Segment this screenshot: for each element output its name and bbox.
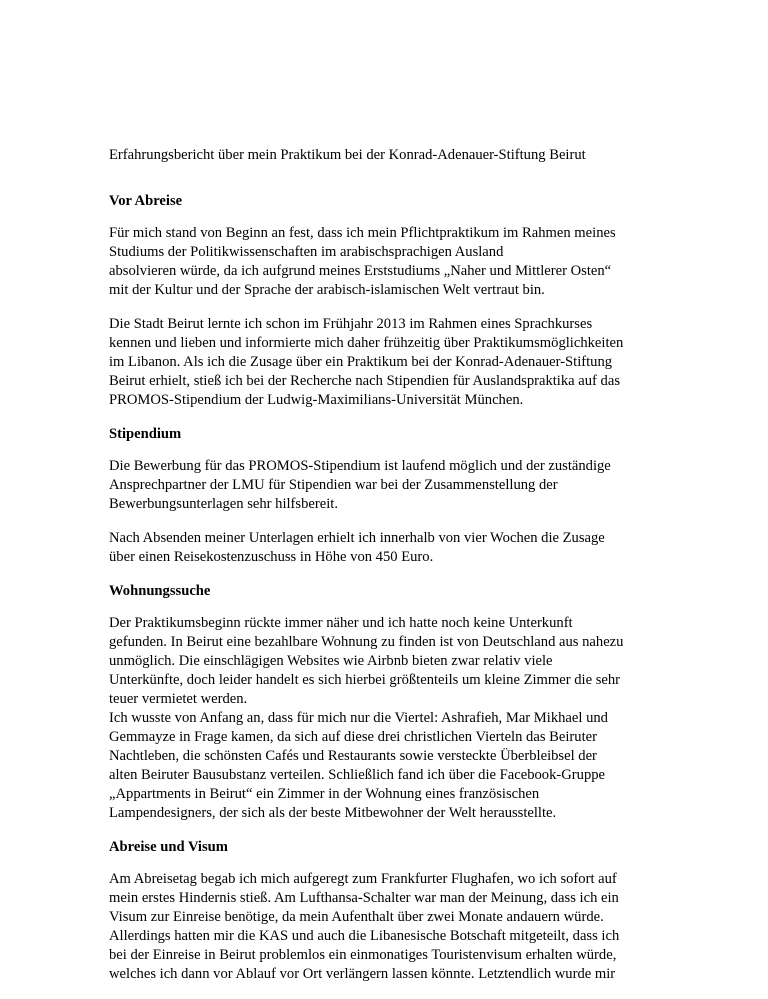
text-line: Ansprechpartner der LMU für Stipendien war bei der Zusammenstellung der <box>109 477 558 493</box>
text-line: kennen und lieben und informierte mich daher frühzeitig über Praktikumsmöglichkeiten <box>109 335 624 351</box>
text-line: Gemmayze in Frage kamen, da sich auf diese drei christlichen Vierteln das Beiruter <box>109 729 597 745</box>
document-page <box>109 146 669 999</box>
text-line: Der Praktikumsbeginn rückte immer näher und ich hatte noch keine Unterkunft <box>109 615 573 631</box>
section-heading: Abreise und Visum <box>109 839 228 855</box>
text-line: unmöglich. Die einschlägigen Websites wie Airbnb bieten zwar relativ viele <box>109 653 553 669</box>
text-line: Die Bewerbung für das PROMOS-Stipendium ist laufend möglich und der zuständige <box>109 458 611 474</box>
text-line: Beirut erhielt, stieß ich bei der Recherche nach Stipendien für Auslandspraktika auf das <box>109 373 621 389</box>
text-line: Die Stadt Beirut lernte ich schon im Frühjahr 2013 im Rahmen eines Sprachkurses <box>109 316 593 332</box>
text-line: mein erstes Hindernis stieß. Am Lufthansa-Schalter war man der Meinung, dass ich ein <box>109 890 619 906</box>
text-line: Allerdings hatten mir die KAS und auch die Libanesische Botschaft mitgeteilt, dass ich <box>109 928 620 944</box>
text-line: PROMOS-Stipendium der Ludwig-Maximilians-Universität München. <box>109 392 524 408</box>
text-line: Visum zur Einreise benötige, da mein Aufenthalt über zwei Monate andauern würde. <box>109 909 604 925</box>
text-line: absolvieren würde, da ich aufgrund meines Erststudiums „Naher und Mittlerer Osten“ <box>109 263 612 279</box>
paragraph <box>109 457 669 514</box>
section-heading: Wohnungssuche <box>109 583 211 599</box>
paragraph <box>109 614 669 823</box>
paragraph <box>109 224 669 300</box>
text-line: Am Abreisetag begab ich mich aufgeregt zum Frankfurter Flughafen, wo ich sofort auf <box>109 871 617 887</box>
text-line: bei der Einreise in Beirut problemlos ein einmonatiges Touristenvisum erhalten würde, <box>109 947 617 963</box>
text-line: mit der Kultur und der Sprache der arabisch-islamischen Welt vertraut bin. <box>109 282 545 298</box>
text-line: Lampendesigners, der sich als der beste Mitbewohner der Welt herausstellte. <box>109 805 557 821</box>
text-line: Nach Absenden meiner Unterlagen erhielt ich innerhalb von vier Wochen die Zusage <box>109 530 605 546</box>
paragraph <box>109 529 669 567</box>
text-line: welches ich dann vor Ablauf vor Ort verlängern lassen könnte. Letztendlich wurde mir <box>109 966 616 982</box>
paragraph <box>109 870 669 984</box>
text-line: alten Beiruter Bausubstanz verteilen. Schließlich fand ich über die Facebook-Gruppe <box>109 767 606 783</box>
paragraph <box>109 315 669 410</box>
text-line: Unterkünfte, doch leider handelt es sich hierbei größtenteils um kleine Zimmer die sehr <box>109 672 621 688</box>
text-line: über einen Reisekostenzuschuss in Höhe von 450 Euro. <box>109 549 434 565</box>
document-title: Erfahrungsbericht über mein Praktikum bei der Konrad-Adenauer-Stiftung Beirut <box>109 147 586 163</box>
section-heading: Vor Abreise <box>109 193 183 209</box>
text-line: im Libanon. Als ich die Zusage über ein Praktikum bei der Konrad-Adenauer-Stiftung <box>109 354 613 370</box>
text-line: teuer vermietet werden. <box>109 691 248 707</box>
text-line: Studiums der Politikwissenschaften im arabischsprachigen Ausland <box>109 244 504 260</box>
text-line: gefunden. In Beirut eine bezahlbare Wohnung zu finden ist von Deutschland aus nahezu <box>109 634 624 650</box>
text-line: Für mich stand von Beginn an fest, dass ich mein Pflichtpraktikum im Rahmen meines <box>109 225 616 241</box>
text-line: Ich wusste von Anfang an, dass für mich nur die Viertel: Ashrafieh, Mar Mikhael und <box>109 710 608 726</box>
section-heading: Stipendium <box>109 426 182 442</box>
text-line: „Appartments in Beirut“ ein Zimmer in der Wohnung eines französischen <box>109 786 540 802</box>
document-body <box>109 192 669 984</box>
text-line: Bewerbungsunterlagen sehr hilfsbereit. <box>109 496 338 512</box>
text-line: Nachtleben, die schönsten Cafés und Restaurants sowie versteckte Überbleibsel der <box>109 748 597 764</box>
